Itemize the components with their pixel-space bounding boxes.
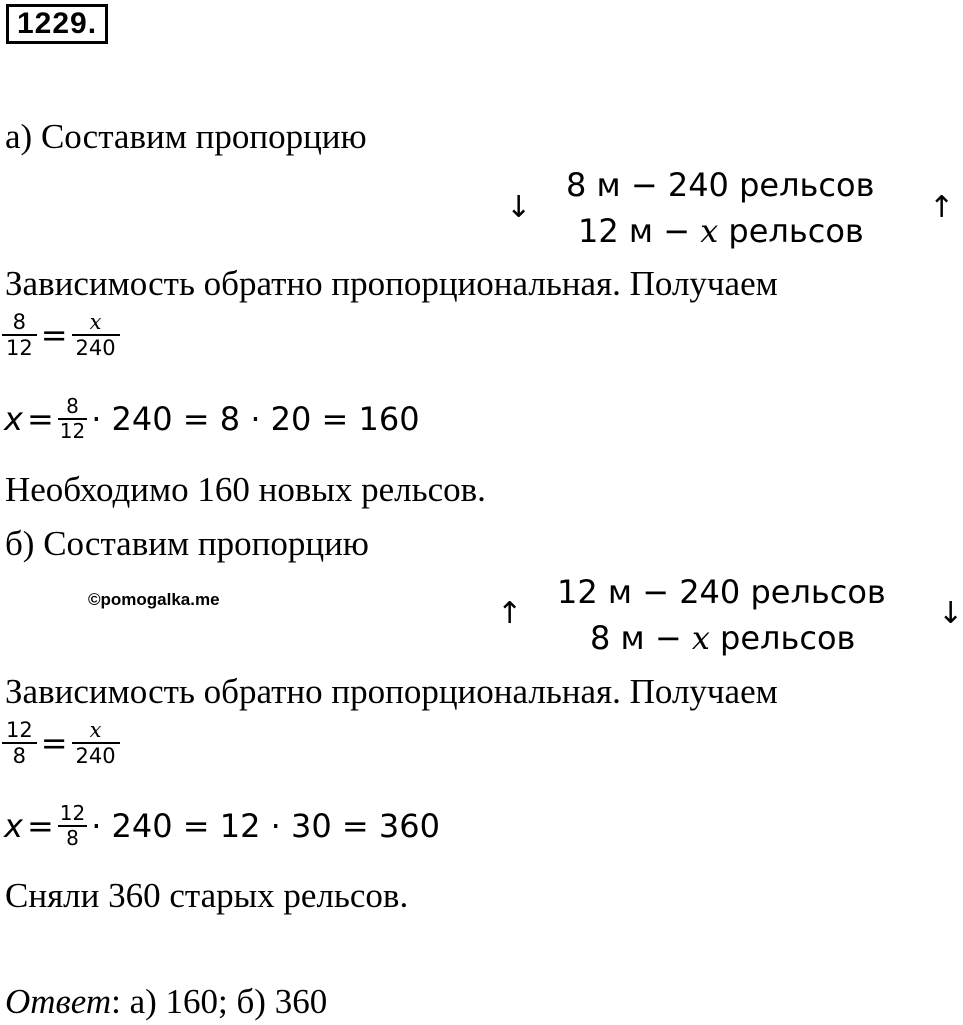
part-a-up-arrow: ↑ [929, 190, 955, 225]
part-a-equals: = [40, 316, 68, 354]
part-b-row1 [557, 572, 886, 612]
part-a-fraction-left-den: 12 [6, 336, 33, 360]
part-a-row2-right: рельсов [728, 212, 864, 250]
part-b-fraction-left-den: 8 [12, 744, 27, 768]
problem-number: 1229. [6, 4, 108, 44]
part-b-down-arrow: ↓ [938, 596, 963, 631]
part-b-fraction-left [2, 718, 37, 768]
part-b-solution-var: x [4, 807, 23, 845]
part-b-row1-dash: − [642, 573, 670, 611]
part-a-solution-eq: = [26, 400, 54, 438]
part-a-solution-num: 8 [58, 395, 87, 420]
part-b-fraction-right-den: 240 [75, 744, 116, 768]
watermark: ©pomogalka.me [88, 590, 220, 609]
part-b-dependency: Зависимость обратно пропорциональная. Получаем [5, 672, 778, 711]
part-a-fraction-right-num: x [72, 310, 120, 336]
part-b-row2-right: рельсов [720, 619, 856, 657]
part-b-solution-num: 12 [59, 801, 86, 825]
part-b-fraction-right-num: x [72, 718, 120, 744]
part-a-row1-left: 8 м [566, 166, 621, 204]
part-b-solution [4, 802, 440, 850]
part-b-row2 [590, 618, 855, 658]
part-b-solution-den: 8 [66, 826, 79, 850]
answer-label: Ответ [5, 982, 112, 1021]
part-b-equals: = [40, 724, 68, 762]
part-a-proportion [2, 310, 120, 360]
part-b-row1-right: 240 рельсов [679, 573, 886, 611]
part-a-row2-dash: − [663, 212, 691, 250]
part-b-proportion [2, 718, 120, 768]
answer-line [5, 982, 327, 1022]
part-a-heading: а) Составим пропорцию [5, 117, 367, 156]
part-b-row2-left: 8 м [590, 619, 645, 657]
part-a-row2-var: x [700, 212, 719, 250]
part-a-dependency: Зависимость обратно пропорциональная. Получаем [5, 264, 778, 303]
part-b-up-arrow: ↑ [497, 596, 523, 631]
part-a-row2 [578, 211, 864, 251]
part-b-heading: б) Составим пропорцию [5, 524, 369, 563]
part-a-solution-var: x [4, 400, 23, 438]
part-b-row1-left: 12 м [557, 573, 633, 611]
part-b-row2-var: x [691, 619, 710, 657]
part-a-fraction-left [2, 310, 37, 360]
part-a-solution-rest: · 240 = 8 · 20 = 160 [91, 400, 420, 438]
part-a-row2-left: 12 м [578, 212, 654, 250]
part-a-row1 [566, 165, 874, 205]
part-a-row1-dash: − [630, 166, 658, 204]
part-a-solution-den: 12 [59, 419, 86, 443]
answer-text: : а) 160; б) 360 [111, 982, 328, 1021]
part-b-conclusion: Сняли 360 старых рельсов. [5, 876, 409, 915]
part-b-solution-fraction [58, 802, 87, 850]
part-a-fraction-left-num: 8 [2, 310, 37, 336]
part-a-solution [4, 395, 420, 443]
part-a-fraction-right-den: 240 [75, 336, 116, 360]
part-a-row1-right: 240 рельсов [667, 166, 875, 204]
part-b-row2-dash: − [654, 619, 682, 657]
part-a-solution-fraction [58, 395, 87, 443]
part-b-solution-eq: = [26, 807, 54, 845]
part-b-fraction-left-num: 12 [2, 718, 37, 744]
part-a-fraction-right [72, 310, 120, 360]
part-b-fraction-right [72, 718, 120, 768]
part-a-down-arrow: ↓ [506, 190, 532, 225]
part-b-solution-rest: · 240 = 12 · 30 = 360 [91, 807, 440, 845]
part-a-conclusion: Необходимо 160 новых рельсов. [5, 470, 486, 509]
